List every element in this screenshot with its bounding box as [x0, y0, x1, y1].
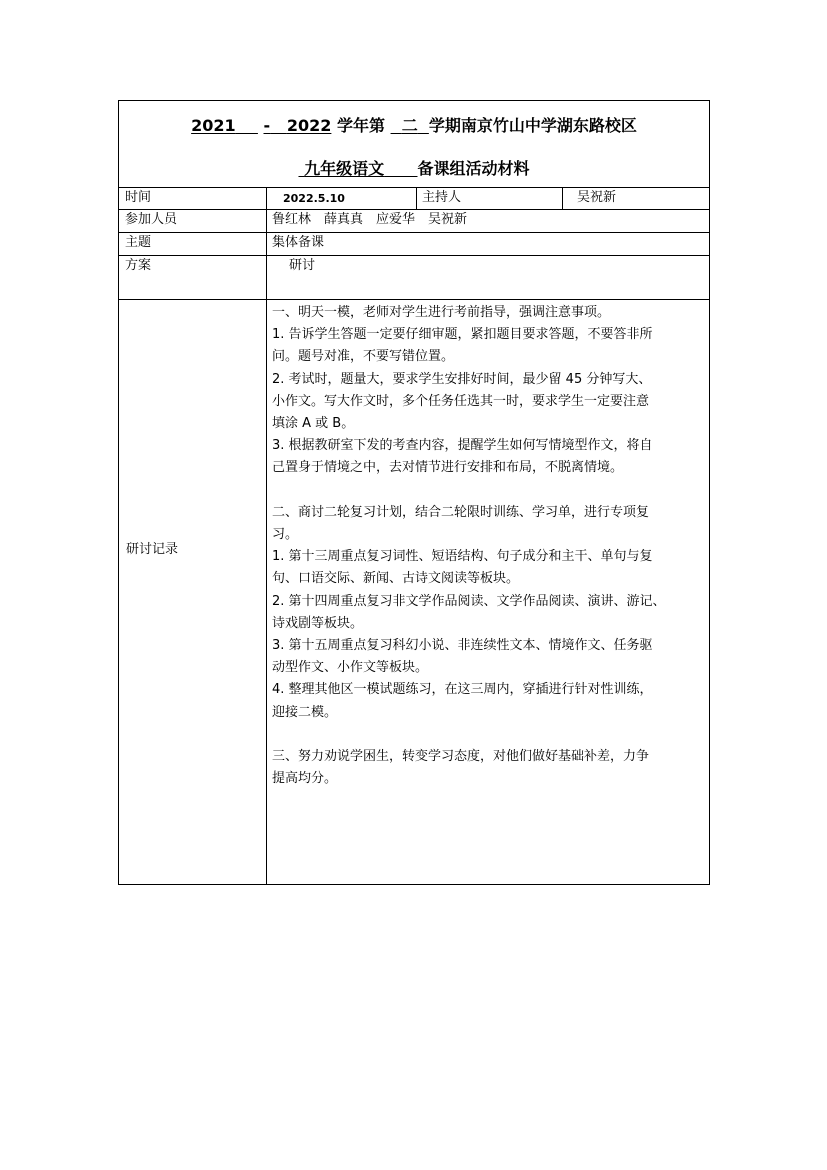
- record-line: 问。题号对准，不要写错位置。: [272, 349, 455, 365]
- record-line: 己置身于情境之中，去对情节进行安排和布局，不脱离情境。: [272, 460, 624, 476]
- record-line: 动型作文、小作文等板块。: [272, 660, 429, 676]
- record-line: 4. 整理其他区一模试题练习，在这三周内，穿插进行针对性训练，: [272, 682, 653, 698]
- row-divider: [119, 187, 709, 188]
- year-dash: -: [263, 116, 271, 135]
- grade-subject: 九年级语文: [304, 159, 385, 178]
- column-divider: [266, 187, 267, 884]
- plan-value: 研讨: [289, 258, 316, 273]
- record-line: 1. 告诉学生答题一定要仔细审题，紧扣题目要求答题，不要答非所: [272, 327, 653, 343]
- title-line-2: [119, 156, 709, 179]
- plan-label: 方案: [125, 258, 152, 273]
- record-line: 1. 第十三周重点复习词性、短语结构、句子成分和主干、单句与复: [272, 549, 653, 565]
- row-divider: [119, 255, 709, 256]
- blank-line: [272, 724, 707, 746]
- record-label: 研讨记录: [126, 542, 179, 557]
- row-divider: [119, 299, 709, 300]
- record-line: 提高均分。: [272, 771, 338, 787]
- record-line: 习。: [272, 527, 299, 543]
- record-line: 3. 根据教研室下发的考查内容，提醒学生如何写情境型作文，将自: [272, 438, 653, 454]
- record-line: 三、努力劝说学困生，转变学习态度，对他们做好基础补差，力争: [272, 749, 650, 765]
- term: 二: [401, 116, 418, 135]
- record-line: 句、口语交际、新闻、古诗文阅读等板块。: [272, 571, 520, 587]
- row-divider: [119, 209, 709, 210]
- column-divider: [416, 187, 417, 209]
- topic-label: 主题: [125, 235, 152, 250]
- host-label: 主持人: [422, 190, 462, 205]
- row-divider: [119, 232, 709, 233]
- activity-form-table: [118, 100, 710, 885]
- record-line: 3. 第十五周重点复习科幻小说、非连续性文本、情境作文、任务驱: [272, 638, 653, 654]
- record-line: 小作文。写大作文时，多个任务任选其一时，要求学生一定要注意: [272, 393, 650, 409]
- record-line: 二、商讨二轮复习计划，结合二轮限时训练、学习单，进行专项复: [272, 504, 650, 520]
- school-name: 学期南京竹山中学湖东路校区: [428, 116, 637, 135]
- form-title: [119, 101, 709, 186]
- record-line: 填涂 A 或 B。: [272, 416, 355, 432]
- time-label: 时间: [125, 190, 152, 205]
- year-end: 2022: [286, 116, 332, 135]
- participants-label: 参加人员: [125, 212, 178, 227]
- time-value: 2022.5.10: [283, 192, 345, 205]
- record-line: 迎接二模。: [272, 704, 338, 720]
- record-line: 一、明天一模，老师对学生进行考前指导，强调注意事项。: [272, 305, 611, 320]
- record-content: [272, 302, 707, 790]
- topic-value: 集体备课: [272, 235, 325, 250]
- host-value: 吴祝新: [577, 190, 617, 205]
- blank-line: [272, 480, 707, 502]
- record-line: 诗戏剧等板块。: [272, 615, 364, 631]
- year-text: 学年第: [336, 116, 385, 135]
- participants-value: 鲁红林 薛真真 应爱华 吴祝新: [272, 212, 468, 227]
- column-divider: [562, 187, 563, 209]
- group-text: 备课组活动材料: [417, 159, 530, 178]
- year-start: 2021: [191, 116, 236, 135]
- record-line: 2. 考试时，题量大，要求学生安排好时间，最少留 45 分钟写大、: [272, 371, 652, 387]
- record-line: 2. 第十四周重点复习非文学作品阅读、文学作品阅读、演讲、游记、: [272, 593, 666, 609]
- title-line-1: [119, 113, 709, 136]
